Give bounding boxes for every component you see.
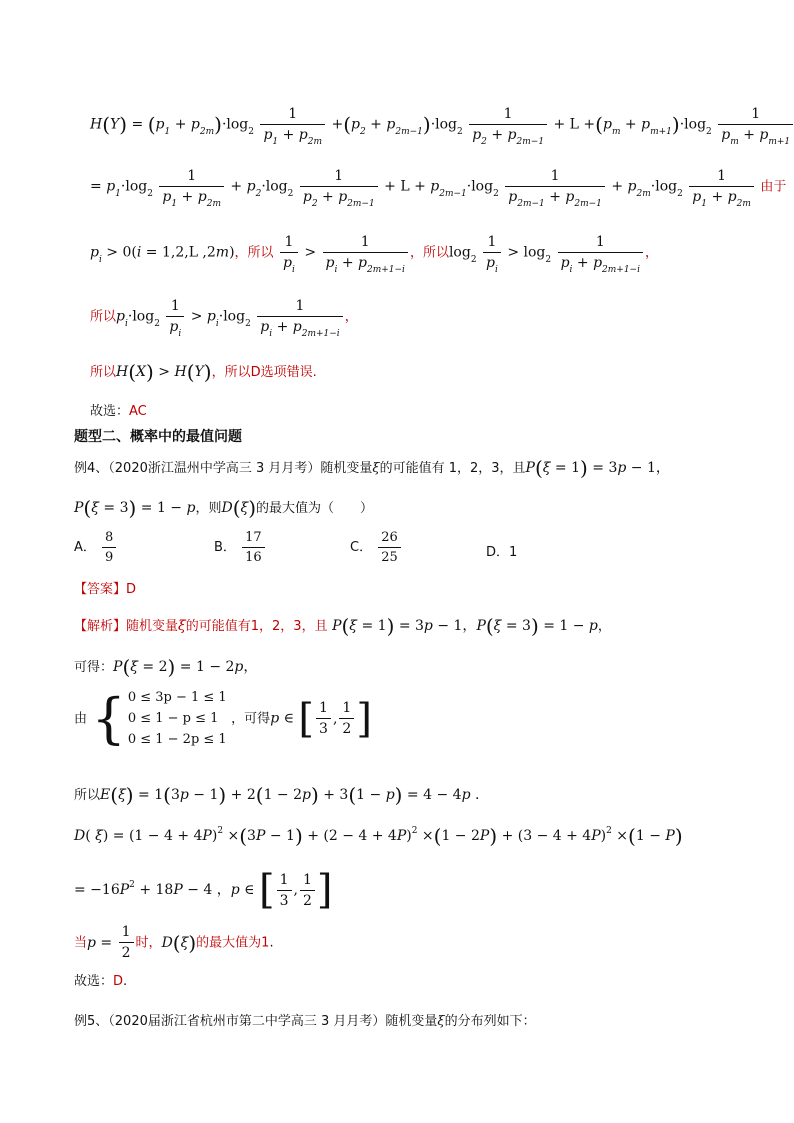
max-when: 当 (74, 935, 88, 951)
variance-line: D( $\xi) = (1 - 4 + 4P)^2 \times(3P - 1) + (2 - 4 + 4P)^2 \times(1 - 2P) + (3 - 4 + 4P)^2 \times(1 - P)$ (74, 824, 683, 848)
answer-value: AC (129, 404, 147, 419)
expectation-so: 所以 (74, 788, 101, 803)
choice-c-label: C． (350, 540, 373, 555)
text-option-d: D (250, 365, 261, 380)
system-you: 由 (74, 711, 88, 727)
example4-head-text: 例4、（2020浙江温州中学高三 3 月月考）随机变量 (74, 461, 373, 476)
choice-b (214, 530, 267, 565)
analysis-text-2: 的可能值有 (185, 619, 251, 634)
example4-question: 的最大值为（ ） (256, 501, 374, 516)
variance-result-line: = $-16P^2 + 18P - 4$ ，p ∈ [ $\frac{1}{3}$ , $\frac{1}{2}$ ] (74, 867, 333, 913)
analysis-text-3: ，且 (301, 619, 328, 634)
choice-a-num: 8 (105, 530, 114, 545)
answer-tag: 【答案】 (74, 582, 127, 597)
can-get-line: 可得：P(ξ = 2) = 1 − 2p， (74, 655, 258, 679)
max-period: . (269, 935, 274, 951)
analysis-comma: ， (597, 619, 611, 634)
system-line: 由 { 0 ≤ 3p − 1 ≤ 1 0 ≤ 1 − p ≤ 1 0 ≤ 1 − 2p ≤ 1 ，可得p ∈ [ $\frac{1}{3}$ , $\frac{1}{2}$ ] (74, 686, 372, 750)
choice-d-label: D． (486, 545, 510, 560)
text-since: 由于 (760, 179, 787, 195)
choose-end: . (123, 974, 128, 989)
text-so-5: ，所以 (211, 365, 251, 380)
analysis-text-1: 随机变量 (126, 619, 179, 634)
text-so-2: ，所以 (409, 245, 449, 261)
choice-b-num: 17 (245, 530, 262, 545)
choose-label: 故选： (74, 974, 114, 989)
choose-value: D (113, 974, 124, 989)
choice-a (74, 530, 118, 565)
answer-prefix: 故选： (90, 404, 130, 419)
choice-a-den: 9 (102, 547, 116, 565)
text-comma-2: ， (344, 309, 358, 325)
example4-head-text-2: 的可能值有 1，2，3，且 (379, 461, 526, 476)
example5-head: 例5、（2020届浙江省杭州市第二中学高三 3 月月考）随机变量ξ的分布列如下： (74, 1014, 536, 1029)
choice-b-den: 16 (242, 547, 265, 565)
example4-head: 例4、（2020浙江温州中学高三 3 月月考）随机变量ξ的可能值有 1，2，3，且P(ξ = 1) = 3p − 1， (74, 456, 670, 480)
section-title: 题型二、概率中的最值问题 (74, 429, 242, 445)
text-comma: ， (644, 245, 658, 261)
choice-c (350, 530, 403, 565)
analysis-values: 1，2，3 (250, 619, 302, 634)
max-value: 1 (261, 935, 270, 951)
analysis-tag: 【解析】 (74, 619, 127, 634)
choose-line (74, 970, 127, 989)
max-when-mid: 时， (135, 935, 162, 951)
formula-line5: 所以H(X) > H(Y)，所以D选项错误. (90, 360, 317, 384)
text-so-1: ，所以 (234, 245, 274, 261)
expectation-line: 所以E(ξ) = 1(3p − 1) + 2(1 − 2p) + 3(1 − p) = 4 − 4p . (74, 783, 480, 807)
analysis-line: 【解析】随机变量ξ的可能值有1，2，3，且 P(ξ = 1) = 3p − 1，P(ξ = 3) = 1 − p， (74, 614, 611, 638)
formula-line3: $p_i > 0(i = 1,2,L$ ,2m)，所以 $\frac{1}{p_i}$ > $\frac{1}{p_i + p_{2m+1-i}}$ ，所以$\log_2$ $\frac{1}{p_i}$ > $\log_2$ $\frac{1}{p_i + p_{2m+1-i}}$ ， (90, 234, 658, 275)
system-row-1: 0 ≤ 3p − 1 ≤ 1 (127, 690, 227, 705)
text-option-wrong: 选项错误. (260, 365, 317, 380)
formula-line4: 所以$p_i\cdot\log_2$ $\frac{1}{p_i}$ > $p_i\cdot\log_2$ $\frac{1}{p_i + p_{2m+1-i}}$ ， (90, 298, 358, 339)
formula-line2: = $p_1\cdot\log_2$ $\frac{1}{p_1 + p_{2m}}$ + $p_2\cdot\log_2$ $\frac{1}{p_2 + p_{2m-1}}$ + $L + p_{2m-1}\cdot\log_2$ $\frac{1}{p_{2m-1} + p_{2m-1}}$ + $p_{2m}\cdot\log_2$ $\frac{1}{p_1 + p_{2m}}$ 由于 (90, 168, 787, 209)
example5-head-text-2: 的分布列如下： (444, 1014, 536, 1029)
system-row-3: 0 ≤ 1 − 2p ≤ 1 (127, 732, 227, 747)
text-so-3: 所以 (90, 309, 117, 325)
answer-line-1 (90, 400, 147, 419)
example5-head-text: 例5、（2020届浙江省杭州市第二中学高三 3 月月考）随机变量 (74, 1014, 438, 1029)
formula-hy: $H(Y) = (p_1 + p_{2m})\cdot\log_2$ $\frac{1}{p_1 + p_{2m}}$ $+(p_2 + p_{2m-1})\cdot\log_2$ $\frac{1}{p_2 + p_{2m-1}}$ + $L +(p_m + p_{m+1})\cdot\log_2$ $\frac{1}{p_m + p_{m+1}}$ (90, 106, 794, 143)
choice-c-num: 26 (381, 530, 398, 545)
answer-letter: D (126, 582, 137, 597)
example4-line2: P(ξ = 3) = 1 − p，则D(ξ)的最大值为（ ） (74, 496, 374, 520)
can-get-label: 可得： (74, 660, 114, 675)
choice-d (486, 541, 517, 560)
text-so-4: 所以 (90, 365, 117, 380)
system-row-2: 0 ≤ 1 − p ≤ 1 (127, 711, 219, 726)
choice-b-label: B． (214, 540, 236, 555)
choice-d-value: 1 (509, 545, 518, 560)
answer-tag-line (74, 578, 136, 597)
max-line: 当p = $\frac{1}{2}$ 时，D(ξ)的最大值为1. (74, 924, 274, 961)
example4-then: ，则 (195, 501, 222, 516)
max-when-end: 的最大值为 (196, 935, 262, 951)
choice-a-label: A． (74, 540, 96, 555)
system-can-get: ，可得 (231, 711, 271, 727)
choice-c-den: 25 (378, 547, 401, 565)
